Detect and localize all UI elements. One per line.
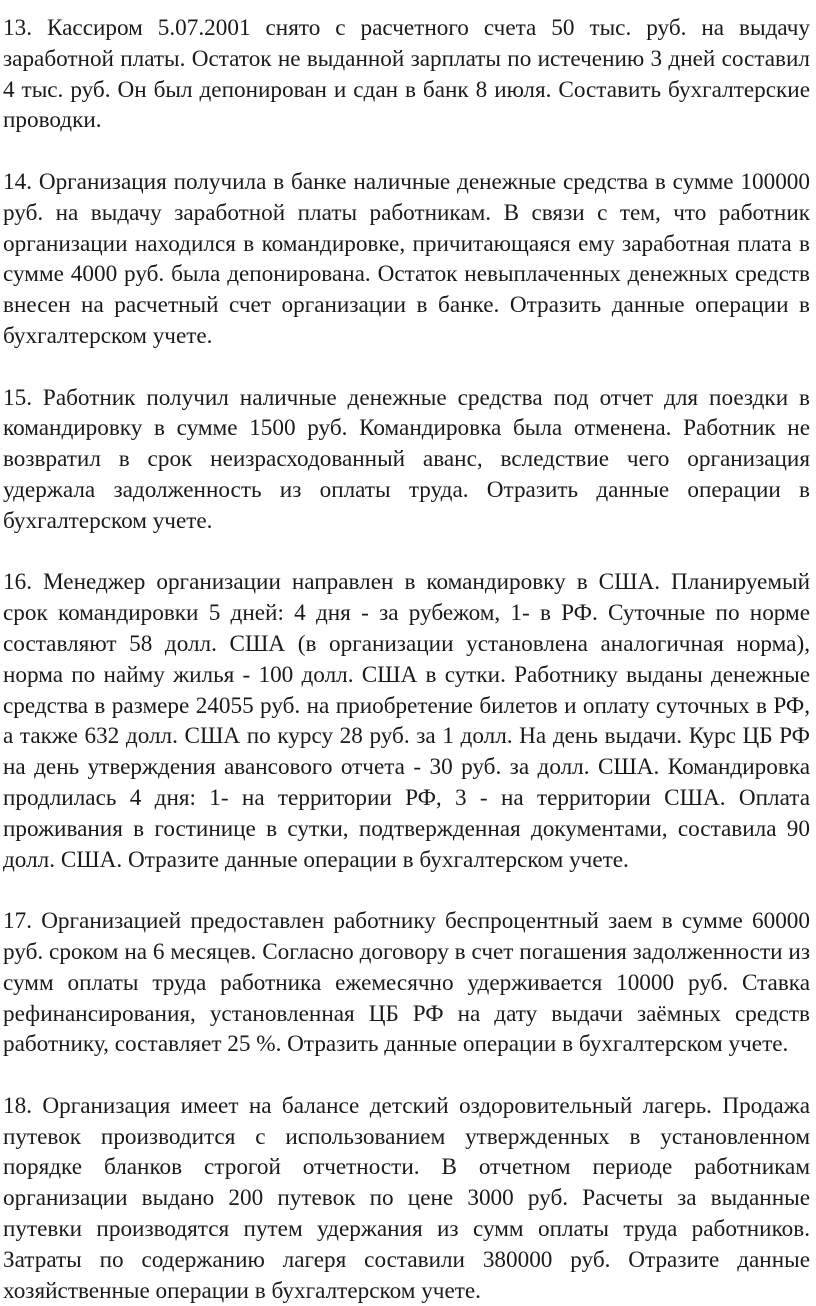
task-14-paragraph: 14. Организация получила в банке наличные денежные средства в сумме 100000 руб. на выдачу заработной платы работникам. В связи с тем, что работник организации находился в командировке, причитающаяся ему заработная плата в сумме 4000 руб. была депонирована. Остаток невыплаченных денежных средств внесен на расчетный счет организации в банке. Отразить данные операции в бухгалтерском учете. [3,168,810,349]
task-16-paragraph: 16. Менеджер организации направлен в командировку в США. Планируемый срок командировки 5 дней: 4 дня - за рубежом, 1- в РФ. Суточные по норме составляют 58 долл. США (в организации установлена аналогичная норма), норма по найму жилья - 100 долл. США в сутки. Работнику выданы денежные средства в размере 24055 руб. на приобретение билетов и оплату суточных в РФ, а также 632 долл. США по курсу 28 руб. за 1 долл. На день выдачи. Курс ЦБ РФ на день утверждения авансового отчета - 30 руб. за долл. США. Командировка продлилась 4 дня: 1- на территории РФ, 3 - на территории США. Оплата проживания в гостинице в сутки, подтвержденная документами, составила 90 долл. США. Отразите данные операции в бухгалтерском учете. [3,569,810,873]
task-17-paragraph: 17. Организацией предоставлен работнику беспроцентный заем в сумме 60000 руб. сроком на 6 месяцев. Согласно договору в счет погашения задолженности из сумм оплаты труда работника ежемесячно удерживается 10000 руб. Ставка рефинансирования, установленная ЦБ РФ на дату выдачи заёмных средств работнику, составляет 25 %. Отразить данные операции в бухгалтерском учете. [3,908,810,1058]
task-13-paragraph: 13. Кассиром 5.07.2001 снято с расчетного счета 50 тыс. руб. на выдачу заработной платы. Остаток не выданной зарплаты по истечению 3 дней составил 4 тыс. руб. Он был депонирован и сдан в банк 8 июля. Составить бухгалтерские проводки. [3,15,810,134]
task-18-paragraph: 18. Организация имеет на балансе детский оздоровительный лагерь. Продажа путевок производится с использованием утвержденных в установленном порядке бланков строгой отчетности. В отчетном периоде работникам организации выдано 200 путевок по цене 3000 руб. Расчеты за выданные путевки производятся путем удержания из сумм оплаты труда работников. Затраты по содержанию лагеря составили 380000 руб. Отразите данные хозяйственные операции в бухгалтерском учете. [3,1092,810,1304]
task-15-paragraph: 15. Работник получил наличные денежные средства под отчет для поездки в командировку в сумме 1500 руб. Командировка была отменена. Работник не возвратил в срок неизрасходованный аванс, вследствие чего организация удержала задолженность из оплаты труда. Отразить данные операции в бухгалтерском учете. [3,384,810,534]
